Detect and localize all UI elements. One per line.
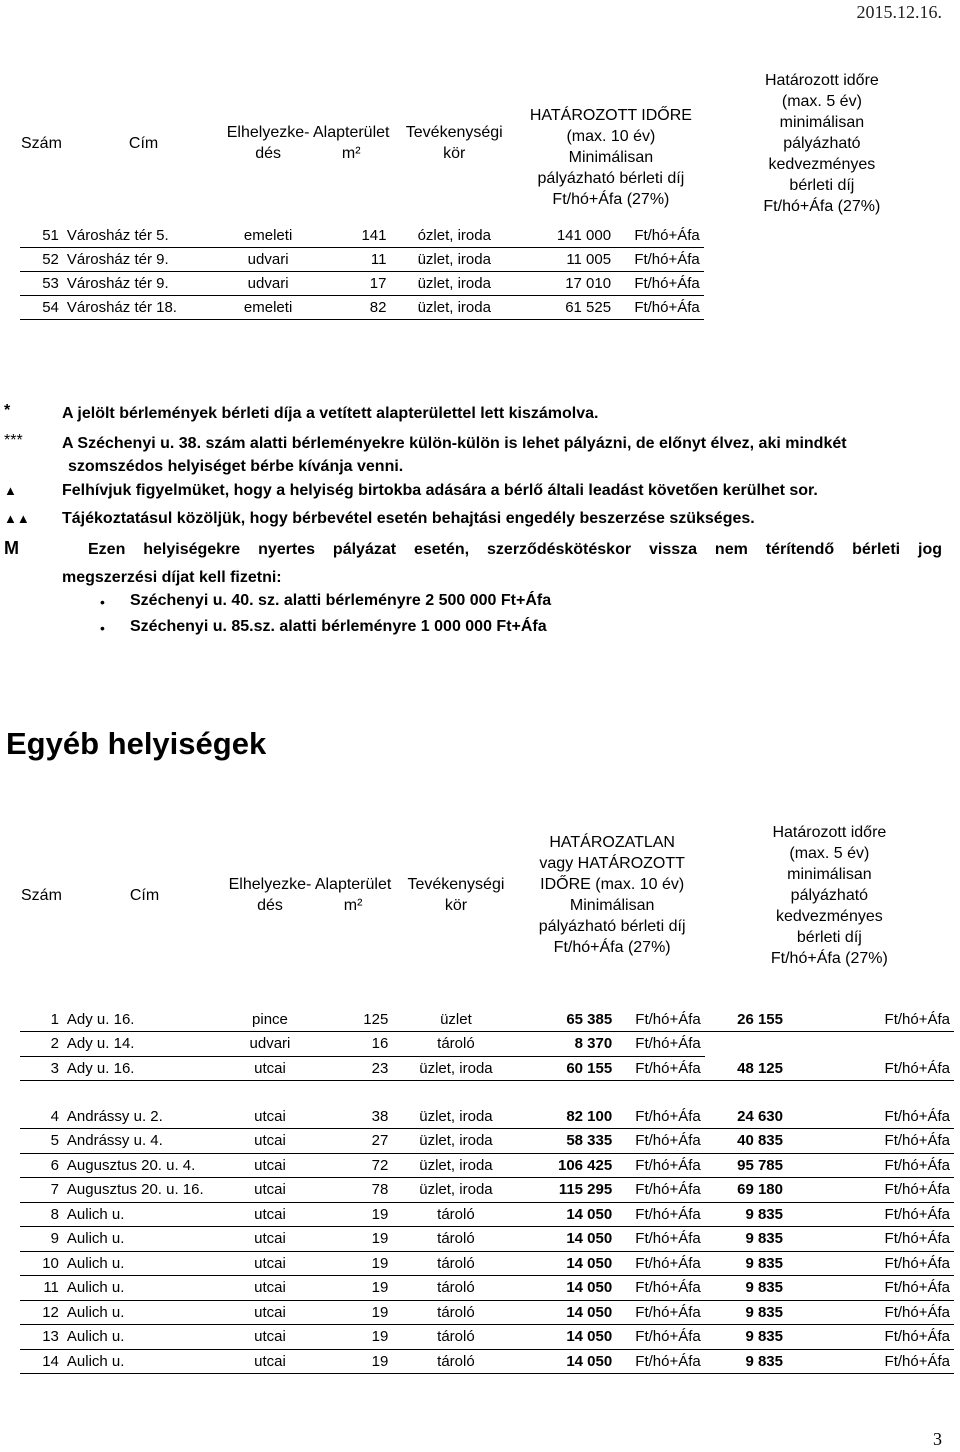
spacer-cell bbox=[20, 1081, 954, 1105]
row-discount-unit: Ft/hó+Áfa bbox=[787, 1153, 954, 1178]
row-activity: üzlet, iroda bbox=[392, 1104, 519, 1129]
row-area: 78 bbox=[314, 1178, 393, 1203]
row-activity: tároló bbox=[392, 1300, 519, 1325]
row-rent: 14 050 bbox=[520, 1325, 617, 1350]
row-number: 6 bbox=[20, 1153, 63, 1178]
table-row bbox=[20, 248, 940, 272]
row-rent: 60 155 bbox=[520, 1056, 617, 1081]
row-rent: 82 100 bbox=[520, 1104, 617, 1129]
row-number: 2 bbox=[20, 1032, 63, 1057]
rental-table-1 bbox=[20, 62, 940, 320]
row-discount-unit: Ft/hó+Áfa bbox=[787, 1007, 954, 1032]
row-activity: üzlet, iroda bbox=[390, 248, 518, 272]
note-2-text-line2: szomszédos helyiséget bérbe kívánja venni. bbox=[68, 458, 404, 475]
header-elhelyezkedes: Elhelyezke- dés bbox=[228, 876, 312, 914]
table-row bbox=[20, 1349, 954, 1374]
row-location: udvari bbox=[226, 1032, 314, 1057]
row-area: 27 bbox=[314, 1129, 393, 1154]
row-area: 19 bbox=[314, 1227, 393, 1252]
row-number: 14 bbox=[20, 1349, 63, 1374]
table-header-row bbox=[20, 806, 954, 984]
row-rent-unit: Ft/hó+Áfa bbox=[615, 272, 704, 296]
note-1-text: A jelölt bérlemények bérleti díja a vetített alapterülettel lett kiszámolva. bbox=[62, 405, 599, 422]
row-area: 19 bbox=[314, 1300, 393, 1325]
row-location: utcai bbox=[226, 1227, 314, 1252]
row-address: Andrássy u. 2. bbox=[63, 1104, 226, 1129]
table-header-row bbox=[20, 62, 940, 224]
row-discount-unit: Ft/hó+Áfa bbox=[787, 1227, 954, 1252]
row-area: 72 bbox=[314, 1153, 393, 1178]
row-area: 11 bbox=[312, 248, 391, 272]
row-number: 7 bbox=[20, 1178, 63, 1203]
table-row bbox=[20, 224, 940, 248]
bullet-icon: • bbox=[100, 620, 105, 636]
row-discount-rent: 24 630 bbox=[705, 1104, 787, 1129]
table-row bbox=[20, 1129, 954, 1154]
row-rent-unit: Ft/hó+Áfa bbox=[616, 1104, 705, 1129]
row-area: 19 bbox=[314, 1325, 393, 1350]
row-activity: üzlet, iroda bbox=[392, 1153, 519, 1178]
row-discount-unit: Ft/hó+Áfa bbox=[787, 1276, 954, 1301]
row-discount-unit: Ft/hó+Áfa bbox=[787, 1325, 954, 1350]
row-rent: 14 050 bbox=[520, 1202, 617, 1227]
row-rent: 14 050 bbox=[520, 1251, 617, 1276]
row-rent: 14 050 bbox=[520, 1276, 617, 1301]
row-rent-unit: Ft/hó+Áfa bbox=[616, 1227, 705, 1252]
section-title: Egyéb helyiségek bbox=[6, 726, 267, 761]
row-discount-rent: 9 835 bbox=[705, 1349, 787, 1374]
row-discount-rent: 9 835 bbox=[705, 1300, 787, 1325]
row-area: 17 bbox=[312, 272, 391, 296]
row-rent-unit: Ft/hó+Áfa bbox=[616, 1032, 705, 1057]
row-discount-unit: Ft/hó+Áfa bbox=[787, 1104, 954, 1129]
note-5-text-line2: megszerzési díjat kell fizetni: bbox=[62, 569, 282, 586]
row-rent-unit: Ft/hó+Áfa bbox=[616, 1251, 705, 1276]
header-cim: Cím bbox=[129, 886, 160, 904]
group-spacer bbox=[20, 1081, 954, 1105]
row-number: 13 bbox=[20, 1325, 63, 1350]
bullet-icon: • bbox=[100, 594, 105, 610]
row-address: Városház tér 9. bbox=[63, 272, 224, 296]
row-rent: 14 050 bbox=[520, 1227, 617, 1252]
note-2-text-line1: A Széchenyi u. 38. szám alatti bérleményekre külön-külön is lehet pályázni, de előnyt élvez, aki mindkét bbox=[62, 435, 847, 452]
row-rent: 141 000 bbox=[518, 224, 615, 248]
row-location: utcai bbox=[226, 1251, 314, 1276]
row-address: Aulich u. bbox=[63, 1300, 226, 1325]
header-elhelyezkedes: Elhelyezke- dés bbox=[226, 124, 310, 162]
row-rent-unit: Ft/hó+Áfa bbox=[616, 1178, 705, 1203]
table-row bbox=[20, 1153, 954, 1178]
header-alapterulet: Alapterület m² bbox=[314, 876, 392, 914]
row-number: 53 bbox=[20, 272, 63, 296]
row-location: utcai bbox=[226, 1202, 314, 1227]
row-discount-rent bbox=[705, 1032, 787, 1057]
row-location: utcai bbox=[226, 1276, 314, 1301]
row-area: 16 bbox=[314, 1032, 393, 1057]
m-symbol: M bbox=[4, 538, 19, 558]
row-discount-empty bbox=[704, 224, 940, 248]
row-activity: ózlet, iroda bbox=[390, 224, 518, 248]
header-tevekenyseg: Tevékenységi kör bbox=[407, 876, 505, 914]
row-activity: tároló bbox=[392, 1227, 519, 1252]
row-location: pince bbox=[226, 1007, 314, 1032]
asterisk-symbol: * bbox=[4, 402, 11, 419]
row-number: 54 bbox=[20, 296, 63, 320]
row-activity: tároló bbox=[392, 1276, 519, 1301]
row-rent-unit: Ft/hó+Áfa bbox=[615, 224, 704, 248]
row-location: utcai bbox=[226, 1300, 314, 1325]
row-discount-unit: Ft/hó+Áfa bbox=[787, 1202, 954, 1227]
row-location: utcai bbox=[226, 1178, 314, 1203]
row-location: emeleti bbox=[224, 224, 312, 248]
row-address: Városház tér 5. bbox=[63, 224, 224, 248]
row-discount-unit: Ft/hó+Áfa bbox=[787, 1349, 954, 1374]
row-location: emeleti bbox=[224, 296, 312, 320]
table-row bbox=[20, 1178, 954, 1203]
row-discount-rent: 9 835 bbox=[705, 1325, 787, 1350]
row-activity: üzlet, iroda bbox=[392, 1178, 519, 1203]
table-row bbox=[20, 296, 940, 320]
table-row bbox=[20, 1202, 954, 1227]
row-discount-rent: 9 835 bbox=[705, 1202, 787, 1227]
row-discount-rent: 48 125 bbox=[705, 1056, 787, 1081]
note-3-text: Felhívjuk figyelmüket, hogy a helyiség birtokba adására a bérlő általi leadást követően kerülhet sor. bbox=[62, 482, 818, 499]
row-rent: 17 010 bbox=[518, 272, 615, 296]
row-area: 82 bbox=[312, 296, 391, 320]
row-rent: 115 295 bbox=[520, 1178, 617, 1203]
row-rent-unit: Ft/hó+Áfa bbox=[616, 1129, 705, 1154]
table-row bbox=[20, 1032, 954, 1057]
row-location: utcai bbox=[226, 1349, 314, 1374]
row-number: 51 bbox=[20, 224, 63, 248]
row-discount-rent: 69 180 bbox=[705, 1178, 787, 1203]
row-activity: üzlet, iroda bbox=[390, 272, 518, 296]
bullet-text-2: Széchenyi u. 85.sz. alatti bérleményre 1 000 000 Ft+Áfa bbox=[130, 618, 547, 635]
row-rent: 14 050 bbox=[520, 1349, 617, 1374]
row-address: Aulich u. bbox=[63, 1349, 226, 1374]
table-row bbox=[20, 1300, 954, 1325]
row-rent: 61 525 bbox=[518, 296, 615, 320]
row-location: utcai bbox=[226, 1104, 314, 1129]
row-rent: 8 370 bbox=[520, 1032, 617, 1057]
row-location: udvari bbox=[224, 248, 312, 272]
row-rent-unit: Ft/hó+Áfa bbox=[616, 1056, 705, 1081]
row-rent-unit: Ft/hó+Áfa bbox=[616, 1349, 705, 1374]
row-rent-unit: Ft/hó+Áfa bbox=[615, 296, 704, 320]
row-activity: tároló bbox=[392, 1251, 519, 1276]
header-tevekenyseg: Tevékenységi kör bbox=[405, 124, 503, 162]
row-number: 5 bbox=[20, 1129, 63, 1154]
row-discount-empty bbox=[704, 272, 940, 296]
row-area: 38 bbox=[314, 1104, 393, 1129]
row-number: 10 bbox=[20, 1251, 63, 1276]
row-rent: 106 425 bbox=[520, 1153, 617, 1178]
row-activity: üzlet, iroda bbox=[390, 296, 518, 320]
group-spacer bbox=[20, 984, 954, 1007]
row-discount-unit bbox=[787, 1032, 954, 1057]
row-address: Augusztus 20. u. 16. bbox=[63, 1178, 226, 1203]
row-activity: tároló bbox=[392, 1032, 519, 1057]
table-row bbox=[20, 1251, 954, 1276]
row-activity: tároló bbox=[392, 1349, 519, 1374]
row-rent-unit: Ft/hó+Áfa bbox=[616, 1300, 705, 1325]
row-number: 4 bbox=[20, 1104, 63, 1129]
row-discount-rent: 26 155 bbox=[705, 1007, 787, 1032]
row-address: Ady u. 14. bbox=[63, 1032, 226, 1057]
row-rent-unit: Ft/hó+Áfa bbox=[616, 1153, 705, 1178]
row-activity: tároló bbox=[392, 1202, 519, 1227]
row-area: 19 bbox=[314, 1276, 393, 1301]
row-address: Augusztus 20. u. 4. bbox=[63, 1153, 226, 1178]
table-row bbox=[20, 1276, 954, 1301]
row-location: utcai bbox=[226, 1153, 314, 1178]
row-address: Városház tér 9. bbox=[63, 248, 224, 272]
row-address: Aulich u. bbox=[63, 1227, 226, 1252]
row-discount-rent: 9 835 bbox=[705, 1227, 787, 1252]
row-discount-empty bbox=[704, 248, 940, 272]
row-discount-unit: Ft/hó+Áfa bbox=[787, 1300, 954, 1325]
header-kedvezmenyes: Határozott időre (max. 5 év) minimálisan pályázható kedvezményes bérleti díj Ft/hó+Áfa (27%) bbox=[770, 823, 888, 967]
row-discount-empty bbox=[704, 296, 940, 320]
row-discount-rent: 95 785 bbox=[705, 1153, 787, 1178]
row-number: 9 bbox=[20, 1227, 63, 1252]
row-rent: 14 050 bbox=[520, 1300, 617, 1325]
row-address: Városház tér 18. bbox=[63, 296, 224, 320]
row-area: 141 bbox=[312, 224, 391, 248]
row-area: 19 bbox=[314, 1349, 393, 1374]
row-address: Aulich u. bbox=[63, 1276, 226, 1301]
row-number: 3 bbox=[20, 1056, 63, 1081]
row-rent-unit: Ft/hó+Áfa bbox=[616, 1007, 705, 1032]
row-location: udvari bbox=[224, 272, 312, 296]
row-address: Aulich u. bbox=[63, 1325, 226, 1350]
header-kedvezmenyes: Határozott időre (max. 5 év) minimálisan pályázható kedvezményes bérleti díj Ft/hó+Áfa (27%) bbox=[763, 71, 881, 215]
row-location: utcai bbox=[226, 1129, 314, 1154]
table-row bbox=[20, 272, 940, 296]
rental-table-2 bbox=[20, 806, 954, 1374]
row-rent: 58 335 bbox=[520, 1129, 617, 1154]
document-date: 2015.12.16. bbox=[856, 2, 942, 22]
row-discount-unit: Ft/hó+Áfa bbox=[787, 1178, 954, 1203]
row-rent-unit: Ft/hó+Áfa bbox=[615, 248, 704, 272]
header-szam: Szám bbox=[21, 886, 62, 904]
row-activity: tároló bbox=[392, 1325, 519, 1350]
header-hatarozatlan: HATÁROZATLAN vagy HATÁROZOTT IDŐRE (max. 10 év) Minimálisan pályázható bérleti díj Ft/hó+Áfa (27%) bbox=[538, 834, 686, 956]
row-address: Ady u. 16. bbox=[63, 1007, 226, 1032]
header-alapterulet: Alapterület m² bbox=[312, 124, 390, 162]
row-address: Aulich u. bbox=[63, 1202, 226, 1227]
row-address: Ady u. 16. bbox=[63, 1056, 226, 1081]
row-discount-unit: Ft/hó+Áfa bbox=[787, 1129, 954, 1154]
row-activity: üzlet, iroda bbox=[392, 1129, 519, 1154]
row-rent: 65 385 bbox=[520, 1007, 617, 1032]
row-activity: üzlet, iroda bbox=[392, 1056, 519, 1081]
table-row bbox=[20, 1056, 954, 1081]
note-5-text-line1: Ezen helyiségekre nyertes pályázat esetén, szerződéskötéskor vissza nem térítendő bérleti jog bbox=[88, 541, 942, 558]
note-4-text: Tájékoztatásul közöljük, hogy bérbevétel esetén behajtási engedély beszerzése szükséges. bbox=[62, 510, 755, 527]
header-cim: Cím bbox=[128, 134, 159, 152]
row-location: utcai bbox=[226, 1056, 314, 1081]
header-szam: Szám bbox=[21, 134, 62, 152]
double-triangle-icon: ▲▲ bbox=[4, 511, 30, 526]
table-row bbox=[20, 1227, 954, 1252]
row-address: Aulich u. bbox=[63, 1251, 226, 1276]
header-hatarozott: HATÁROZOTT IDŐRE (max. 10 év) Minimálisan pályázható bérleti díj Ft/hó+Áfa (27%) bbox=[529, 107, 692, 208]
page-number: 3 bbox=[933, 1429, 942, 1449]
spacer-cell bbox=[20, 984, 954, 1007]
row-rent-unit: Ft/hó+Áfa bbox=[616, 1276, 705, 1301]
row-rent: 11 005 bbox=[518, 248, 615, 272]
row-rent-unit: Ft/hó+Áfa bbox=[616, 1202, 705, 1227]
row-address: Andrássy u. 4. bbox=[63, 1129, 226, 1154]
row-activity: üzlet bbox=[392, 1007, 519, 1032]
row-location: utcai bbox=[226, 1325, 314, 1350]
row-discount-unit: Ft/hó+Áfa bbox=[787, 1251, 954, 1276]
row-discount-rent: 9 835 bbox=[705, 1276, 787, 1301]
triangle-icon: ▲ bbox=[4, 483, 17, 498]
row-discount-rent: 9 835 bbox=[705, 1251, 787, 1276]
table-row bbox=[20, 1104, 954, 1129]
row-number: 11 bbox=[20, 1276, 63, 1301]
row-number: 1 bbox=[20, 1007, 63, 1032]
bullet-text-1: Széchenyi u. 40. sz. alatti bérleményre 2 500 000 Ft+Áfa bbox=[130, 592, 552, 609]
row-area: 23 bbox=[314, 1056, 393, 1081]
row-rent-unit: Ft/hó+Áfa bbox=[616, 1325, 705, 1350]
row-discount-unit: Ft/hó+Áfa bbox=[787, 1056, 954, 1081]
table-row bbox=[20, 1325, 954, 1350]
triple-asterisk-symbol: *** bbox=[4, 432, 23, 449]
row-number: 52 bbox=[20, 248, 63, 272]
row-area: 19 bbox=[314, 1251, 393, 1276]
row-area: 125 bbox=[314, 1007, 393, 1032]
row-number: 12 bbox=[20, 1300, 63, 1325]
row-area: 19 bbox=[314, 1202, 393, 1227]
row-discount-rent: 40 835 bbox=[705, 1129, 787, 1154]
table-row bbox=[20, 1007, 954, 1032]
row-number: 8 bbox=[20, 1202, 63, 1227]
